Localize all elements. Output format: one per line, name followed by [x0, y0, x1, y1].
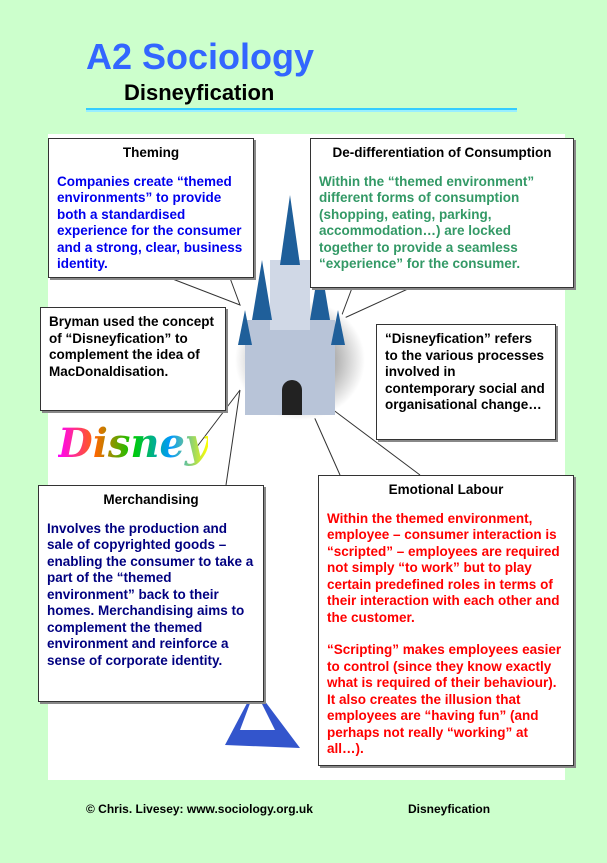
- emotional-labour-text-1: Within the themed environment, employee – consumer interaction is “scripted” – employees are required not simply “to work” but to play certain predefined roles in terms of their interaction with each other and the customer.: [327, 510, 560, 625]
- bryman-text: Bryman used the concept of “Disneyfication” to complement the idea of MacDonaldisation.: [49, 314, 215, 379]
- emotional-labour-box: [318, 475, 574, 766]
- page-title: A2 Sociology: [86, 36, 315, 77]
- bryman-box: [40, 307, 226, 411]
- theming-text: Companies create “themed environments” to provide both a standardised experience for the consumer and a strong, clear, business identity.: [57, 173, 243, 271]
- dediff-text: Within the “themed environment” different forms of consumption (shopping, eating, parking, accommodation…) are locked together to provide a seamless “experience” for the consumer.: [319, 173, 535, 271]
- merchandising-text: Involves the production and sale of copyrighted goods – enabling the consumer to take a part of the “themed environment” back to their homes. Merchandising aims to complement the themed environment and reinforce a sense of corporate identity.: [47, 520, 254, 668]
- emotional-labour-text-2: “Scripting” makes employees easier to control (since they know exactly what is required of their behaviour). It also creates the illusion that employees are “having fun” (and perhaps not really “working” at all…).: [327, 642, 562, 756]
- dediff-heading: De-differentiation of Consumption: [332, 145, 552, 160]
- merchandising-box: [38, 485, 264, 702]
- refers-text: “Disneyfication” refers to the various processes involved in contemporary social and organisational change…: [385, 331, 545, 412]
- merchandising-heading: Merchandising: [103, 492, 199, 507]
- footer-copyright: © Chris. Livesey: www.sociology.org.uk: [86, 802, 313, 816]
- theming-heading: Theming: [122, 145, 180, 160]
- refers-box: [376, 324, 556, 440]
- theming-box: [48, 138, 254, 278]
- page-subtitle: Disneyfication: [124, 80, 275, 105]
- disney-logo: Disney: [58, 420, 209, 467]
- dediff-box: [310, 138, 574, 288]
- footer-title: Disneyfication: [408, 802, 491, 816]
- emotional-labour-heading: Emotional Labour: [388, 482, 504, 497]
